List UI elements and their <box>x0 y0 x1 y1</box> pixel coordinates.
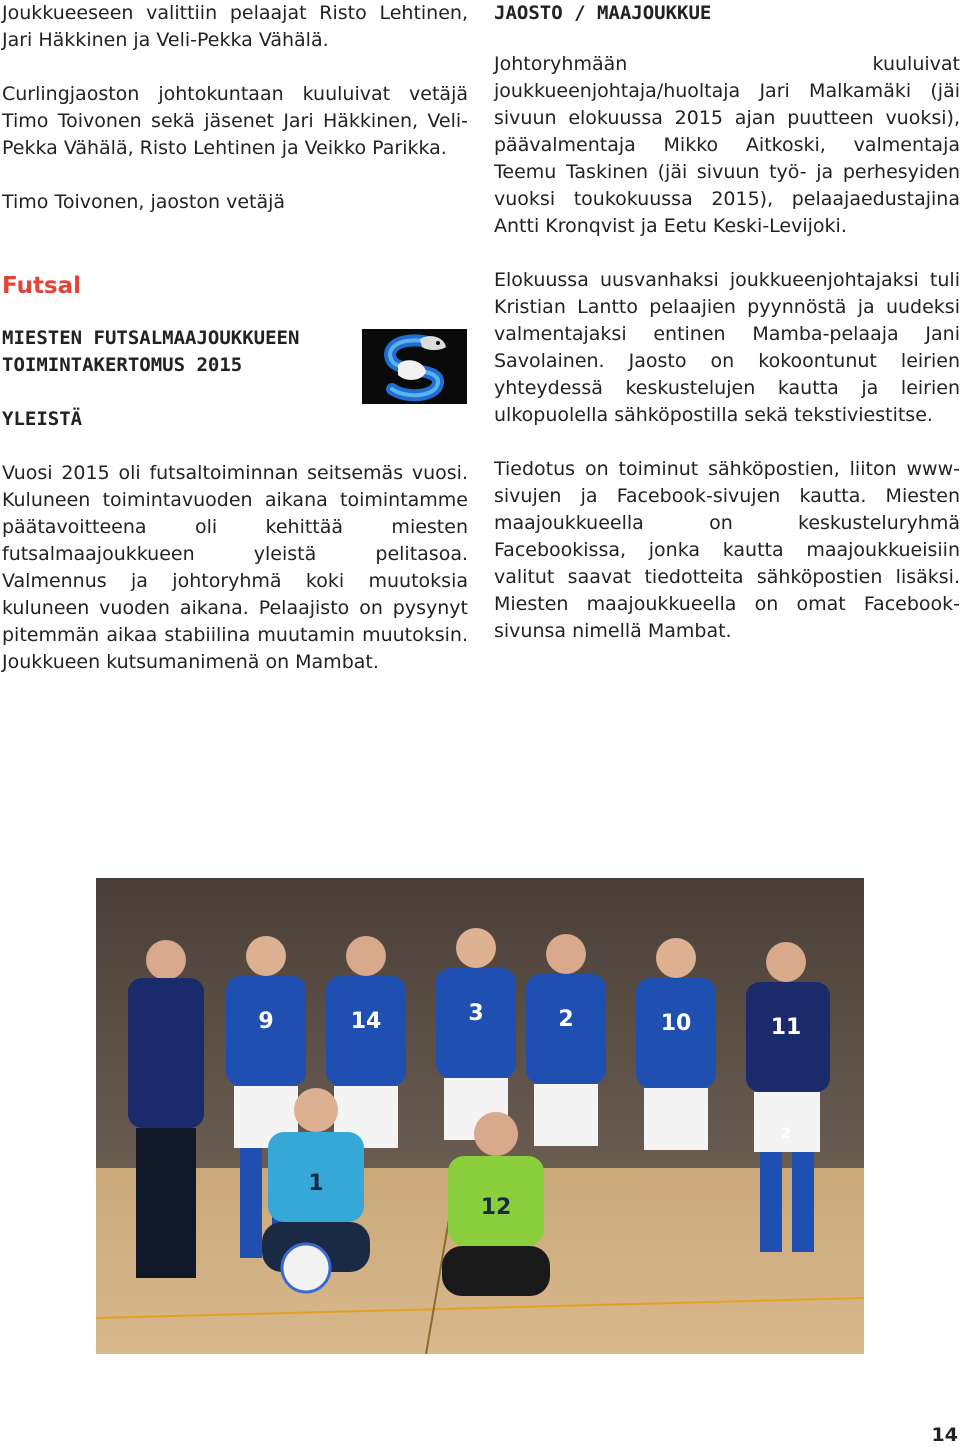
jersey-number: 2 <box>558 1007 574 1032</box>
paragraph-management: Johtoryhmään kuuluivat joukkueenjohtaja/huoltaja Jari Malkamäki (jäi sivuun elokuussa 2015 ajan puutteen vuoksi), päävalmentaja Mikko Aitkoski, valmentaja Teemu Taskinen (jäi sivuun työ- ja perhesyiden vuoksi toukokuussa 2015), pelaajaedustajina Antti Kronqvist ja Eetu Keski-Levijoki. <box>494 53 960 237</box>
paragraph-new-leadership: Elokuussa uusvanhaksi joukkueenjohtajaksi tuli Kristian Lantto pelaajien pyynnöstä ja uudeksi valmentajaksi entinen Mamba-pelaaja Jani Savolainen. Jaosto on kokoontunut leirien yhteydessä keskustelujen kautta ja leirien ulkopuolella sähköpostilla sekä tekstiviestitse. <box>494 269 960 426</box>
jersey-number: 10 <box>660 1011 692 1036</box>
page-number: 14 <box>931 1424 958 1446</box>
report-title-line2: TOIMINTAKERTOMUS 2015 <box>2 354 243 376</box>
paragraph-signature: Timo Toivonen, jaoston vetäjä <box>2 191 286 213</box>
paragraph-general: Vuosi 2015 oli futsaltoiminnan seitsemäs vuosi. Kuluneen toimintavuoden aikana toimintamme päätavoitteena oli kehittää miesten futsalmaajoukkueen yleistä pelitasoa. Valmennus ja johtoryhmä koki muutoksia kuluneen vuoden aikana. Pelaajisto on pysynyt pitemmän aikaa stabiilina muutamin muutoksin. Joukkueen kutsumanimenä on Mambat. <box>2 462 468 673</box>
jersey-number: 11 <box>770 1015 802 1040</box>
jersey-number: 2 <box>781 1126 791 1142</box>
report-title-line1: MIESTEN FUTSALMAAJOUKKUEEN <box>2 327 300 349</box>
subheading-general: YLEISTÄ <box>2 408 83 430</box>
jersey-number: 3 <box>468 1001 484 1026</box>
jersey-number: 14 <box>350 1009 382 1034</box>
jersey-number: 12 <box>480 1195 512 1220</box>
jersey-number: 9 <box>258 1009 274 1034</box>
snake-logo-icon <box>362 329 467 404</box>
paragraph-team-selection: Joukkueeseen valittiin pelaajat Risto Lehtinen, Jari Häkkinen ja Veli-Pekka Vähälä. <box>2 2 468 51</box>
right-column <box>494 0 960 645</box>
team-photo-illustration <box>96 878 864 1354</box>
mambat-logo <box>362 329 467 404</box>
jersey-number: 1 <box>308 1171 324 1196</box>
paragraph-curling-board: Curlingjaoston johtokuntaan kuuluivat vetäjä Timo Toivonen sekä jäsenet Jari Häkkinen, Veli-Pekka Vähälä, Risto Lehtinen ja Veikko Parikka. <box>2 83 468 159</box>
paragraph-communication: Tiedotus on toiminut sähköpostien, liiton www-sivujen ja Facebook-sivujen kautta. Miesten maajoukkueella on keskusteluryhmä Facebookissa, jonka kautta maajoukkueisiin valitut saavat tiedotteita sähköpostien lisäksi. Miesten maajoukkueella on omat Facebook-sivunsa nimellä Mambat. <box>494 458 960 642</box>
team-photo <box>96 878 864 1354</box>
heading-committee: JAOSTO / MAAJOUKKUE <box>494 2 712 24</box>
section-title-futsal: Futsal <box>2 273 82 299</box>
